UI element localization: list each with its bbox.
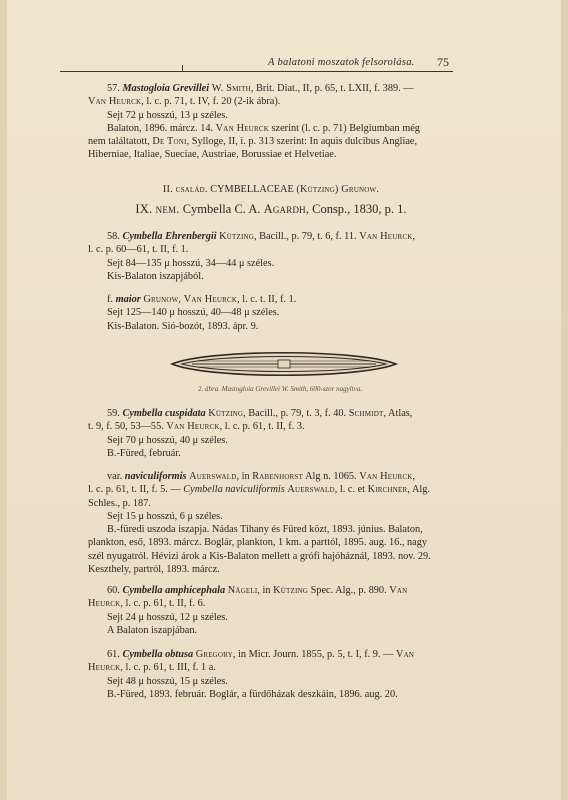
text-run: , in [257, 585, 271, 596]
genus-authority: Agardh [263, 202, 306, 216]
authority: Auerswald [189, 471, 237, 482]
entry-number: 57. [107, 83, 120, 94]
figure-caption: 2. ábra. Mastogloia Grevillei W. Smith, 600-szor nagyítva. [198, 385, 362, 393]
citation: , l. c. p. 71, t. IV, f. 20 (2-ik ábra). [141, 96, 281, 108]
citation: Spec. Alg., p. 890. [310, 585, 387, 596]
variety-locality-2: plankton, eső, 1893. márcz. Boglár, plankton, 1 km. a parttól, 1895. aug. 16., nagy [88, 537, 428, 549]
genus-citation: , Consp., 1830, p. 1. [305, 202, 407, 216]
text-run: szerint (l. c. p. 71) Belgiumban még [271, 122, 420, 134]
authority: Van [395, 649, 415, 660]
synonym-name: Cymbella naviculiformis [183, 484, 285, 496]
authority: Grunow, Van Heurck [143, 294, 238, 305]
taxon-name: naviculiformis [124, 471, 187, 482]
citation: , l. c. et [334, 484, 366, 496]
family-authority: (Kützing) Grunow. [296, 184, 380, 195]
entry-60-line-1 [88, 584, 454, 597]
entry-61 [88, 648, 454, 701]
entry-60-locality: A Balaton iszapjában. [107, 624, 198, 636]
page-edge-left [0, 0, 7, 800]
authority: Auerswald [287, 484, 335, 496]
citation: , l. c. p. 61, t. III, f. 1 a. [120, 662, 216, 674]
genus-heading [88, 203, 454, 216]
citation: , Bacill., p. 79, t. 3, f. 40. [243, 408, 347, 419]
entry-57-line-2 [88, 95, 454, 108]
entry-60-line-2 [88, 597, 454, 610]
citation: l. c. p. 61, t. II, f. 5. — [88, 484, 181, 496]
authority: Van Heurck [166, 421, 220, 433]
variety-line-3: Schles., p. 187. [88, 497, 151, 509]
citation: , Bacill., p. 79, t. 6, f. 11. [254, 231, 357, 242]
genus-name: Cymbella C. A. [182, 202, 261, 216]
text-run: nem találtatott, [88, 136, 150, 148]
entry-number: 60. [107, 585, 120, 596]
variety-line-2 [88, 483, 454, 496]
entry-number: 61. [107, 649, 120, 660]
header-rule [60, 71, 453, 72]
entry-57-line-6: Hiberniae, Italiae, Sueciae, Austriae, Borussiae et Helvetiae. [88, 149, 337, 161]
entry-60 [88, 584, 454, 637]
taxon-name: maior [115, 294, 141, 305]
forma-dimensions: Sejt 125—140 μ hosszú, 40—48 μ széles. [107, 307, 280, 319]
text-run: Balaton, 1896. márcz. 14. [107, 122, 214, 134]
authority: Kützing [273, 585, 308, 596]
entry-58-line-1 [88, 230, 454, 243]
entry-61-dimensions: Sejt 48 μ hosszú, 15 μ széles. [107, 675, 228, 687]
authority: Heurck [88, 662, 121, 674]
species-name: Cymbella obtusa [122, 649, 194, 660]
text-run: , Sylloge, II, i. p. 313 szerint: In aquis dulcibus Angliae, [186, 136, 418, 148]
species-name: Cymbella Ehrenbergii [122, 231, 217, 242]
forma-locality: Kis-Balaton. Sió-bozót, 1893. ápr. 9. [107, 320, 259, 332]
authority: Rabenhorst [252, 471, 304, 482]
citation: , l. c. p. 61, t. II, f. 3. [219, 421, 305, 433]
species-name: Cymbella amphicephala [122, 585, 226, 596]
variety-locality-4: Keszthely, partról, 1893. márcz. [88, 564, 220, 576]
family-prefix: II. család. [162, 184, 208, 195]
authority: Van Heurck, [359, 471, 416, 482]
genus-prefix: IX. nem. [135, 202, 180, 216]
variety-line-1 [88, 470, 454, 483]
entry-57-line-4 [88, 122, 454, 135]
page-number: 75 [437, 55, 449, 69]
entry-58-line-2: l. c. p. 60—61, t. II, f. 1. [88, 244, 189, 256]
authority: Kützing [219, 231, 255, 242]
rank-prefix: f. [107, 294, 114, 305]
variety-naviculiformis [88, 470, 454, 576]
citation: t. 9, f. 50, 53—55. [88, 421, 164, 433]
authority: Kützing [208, 408, 244, 419]
authority: Van Heurck [88, 96, 142, 108]
variety-locality-1: B.-füredi uszoda iszapja. Nádas Tihany és Füred közt, 1893. június. Balaton, [107, 524, 423, 536]
authority: Van [389, 585, 408, 596]
citation: , Alg. [407, 484, 430, 496]
entry-59-line-1 [88, 407, 454, 420]
rank-prefix: var. [107, 471, 123, 482]
species-name: Mastogloia Grevillei [122, 83, 210, 94]
entry-58-locality: Kis-Balaton iszapjából. [107, 270, 204, 282]
entry-57-line-1 [88, 82, 454, 95]
citation: , l. c. p. 61, t. II, f. 6. [120, 598, 206, 610]
authority: Schmidt [348, 408, 384, 419]
entry-59-line-2 [88, 420, 454, 433]
entry-57-line-5 [88, 135, 454, 148]
entry-number: 59. [107, 408, 120, 419]
entry-59-dimensions: Sejt 70 μ hosszú, 40 μ széles. [107, 434, 228, 446]
variety-locality-3: szél nyugatról. Hévizi árok a Kis-Balaton mellett a grófi hajóháznál, 1893. nov. 29. [88, 550, 431, 562]
page-edge-right [561, 0, 568, 800]
entry-61-locality: B.-Füred, 1893. február. Boglár, a fürdőházak deszkáin, 1896. aug. 20. [107, 688, 398, 700]
citation: Alg n. 1065. [305, 471, 357, 482]
page-header [60, 56, 460, 74]
authority: Nägeli [227, 585, 258, 596]
authority: De Toni [152, 136, 187, 148]
forma-maior [88, 293, 454, 333]
authority: W. Smith [211, 83, 251, 94]
entry-number: 58. [107, 231, 120, 242]
citation: , in Micr. Journ. 1855, p. 5, t. I, f. 9. — [232, 649, 394, 660]
entry-61-line-1 [88, 648, 454, 661]
header-rule-tick [182, 65, 183, 72]
family-heading [88, 183, 454, 196]
entry-58 [88, 230, 454, 283]
variety-dimensions: Sejt 15 μ hosszú, 6 μ széles. [107, 510, 223, 522]
entry-59 [88, 407, 454, 460]
citation: , Brit. Diat., II, p. 65, t. LXII, f. 389. — [250, 83, 414, 94]
authority: Heurck [88, 598, 121, 610]
entry-59-locality: B.-Füred, február. [107, 447, 181, 459]
entry-61-line-2 [88, 661, 454, 674]
authority: Kirchner [367, 484, 408, 496]
species-name: Cymbella cuspidata [122, 408, 206, 419]
entry-58-dimensions: Sejt 84—135 μ hosszú, 34—44 μ széles. [107, 257, 275, 269]
entry-60-dimensions: Sejt 24 μ hosszú, 12 μ széles. [107, 611, 228, 623]
entry-57 [88, 82, 454, 162]
running-head: A balatoni moszatok felsorolása. [268, 57, 415, 68]
authority: Van Heurck, [359, 231, 416, 242]
diatom-figure [168, 345, 400, 383]
family-name: CYMBELLACEAE [210, 184, 294, 195]
authority: Van Heurck [215, 122, 269, 134]
authority: Gregory [195, 649, 233, 660]
citation: , Atlas, [383, 408, 413, 419]
entry-57-dimensions: Sejt 72 μ hosszú, 13 μ széles. [107, 109, 228, 121]
citation: , l. c. t. II, f. 1. [237, 294, 297, 305]
text-run: , in [236, 471, 250, 482]
forma-line-1 [88, 293, 454, 306]
